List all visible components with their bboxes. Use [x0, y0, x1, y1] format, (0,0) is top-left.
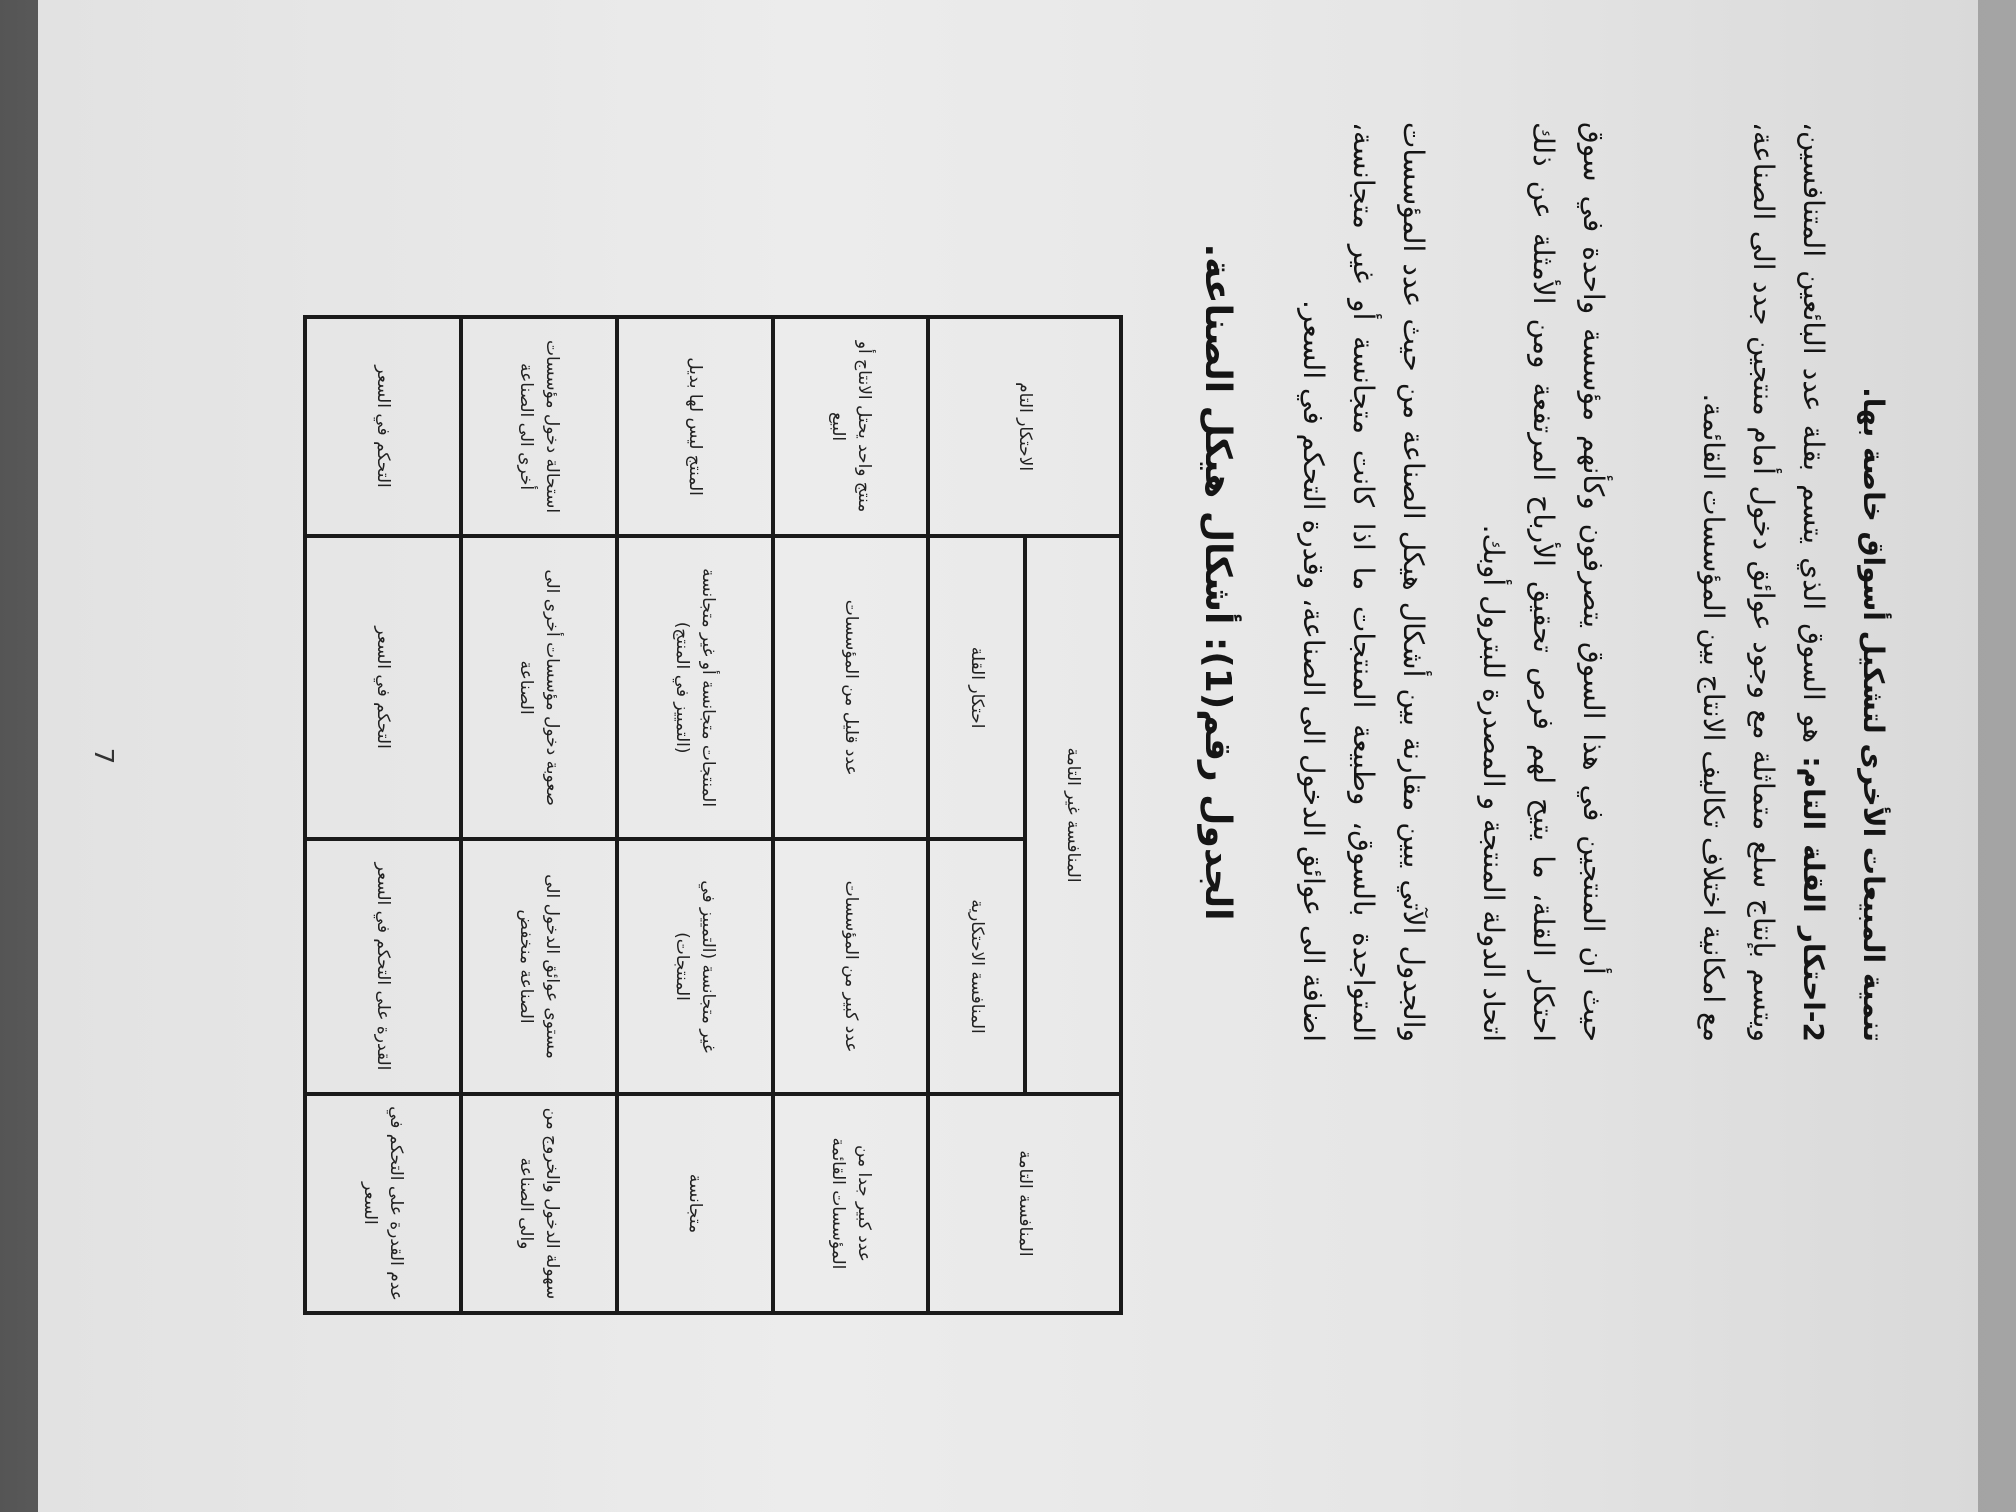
table-cell: عدد كبير جدا من المؤسسات القائمة: [773, 1094, 929, 1313]
table-cell: عدد قليل من المؤسسات: [773, 536, 929, 839]
table-cell: استحالة دخول مؤسسات أخرى الى الصناعة: [461, 317, 617, 536]
table-row: [305, 317, 461, 1313]
table-cell: مستوى عوائق الدخول الى الصناعة منخفض: [461, 839, 617, 1094]
table-cell: المنتجات متجانسة أو غير متجانسة (التمييز في المنتج): [617, 536, 773, 839]
header-monopoly: الاحتكار التام: [928, 317, 1121, 536]
table-cell: عدم القدرة على التحكم في السعر: [305, 1094, 461, 1313]
table-row: [461, 317, 617, 1313]
table-cell: عدد كبير من المؤسسات: [773, 839, 929, 1094]
table-cell: متجانسة: [617, 1094, 773, 1313]
page-number: 7: [88, 747, 118, 765]
paragraph-oligopoly-example: حيث أن المنتجين في هذا السوق يتصرفون وكأنهم مؤسسة واحدة في سوق احتكار القلة، ما يتيح لهم فرص تحقيق الأرباح المرتفعة ومن الأمثلة عن ذلك اتحاد الدولة المنتجة و المصدرة للبترول أوبك.: [1477, 122, 1610, 1042]
document-page: [38, 0, 1978, 1512]
header-perfect-competition: المنافسة التامة: [928, 1094, 1121, 1313]
table-cell: المنتج ليس لها بديل: [617, 317, 773, 536]
table-cell: غير متجانسة (التمييز في المنتجات): [617, 839, 773, 1094]
header-imperfect-competition: المنافسة غير التامة: [1025, 536, 1121, 1094]
oligopoly-heading: 2-احتكار القلة التام:: [1797, 756, 1830, 1043]
paragraph-oligopoly-definition: [1688, 122, 1838, 1042]
table-cell: سهولة الدخول والخروج من والى الصناعة: [461, 1094, 617, 1313]
table-cell: صعوبة دخول مؤسسات أخرى الى الصناعة: [461, 536, 617, 839]
table-caption: الجدول رقم(1): أشكال هيكل الصناعة.: [1197, 243, 1238, 921]
table-row: [617, 317, 773, 1313]
table-cell: القدرة على التحكم في السعر: [305, 839, 461, 1094]
page-content: [38, 0, 1978, 1512]
paragraph-intro: تنمية المبيعات الأخرى لتشكيل أسواق خاصة بها.: [1857, 387, 1890, 1042]
table-cell: منتج واحد يحتل الانتاج أو البيع: [773, 317, 929, 536]
table-cell: التحكم في السعر: [305, 317, 461, 536]
oligopoly-definition-text: هو السوق الذي يتسم بقلة عدد البائعين المتنافسين، ويتسم بإنتاج سلع متماثلة مع وجود عوائق دخول أمام منتجين جدد الى الصناعة، مع امكانية اختلاف تكاليف الانتاج بين المؤسسات القائمة.: [1697, 122, 1830, 1042]
table-header-row: [1025, 317, 1121, 1313]
header-oligopoly: احتكار القلة: [928, 536, 1024, 839]
industry-structure-table: [303, 315, 1123, 1315]
table-cell: التحكم في السعر: [305, 536, 461, 839]
table-row: [773, 317, 929, 1313]
paragraph-table-intro: والجدول الآتي يبين مقارنة بين أشكال هيكل الصناعة من حيث عدد المؤسسات المتواجدة بالسوق، وطبيعة المنتجات ما اذا كانت متجانسة أو غير متجانسة، اضافة الى عوائق الدخول الى الصناعة، وقدرة التحكم في السعر.: [1297, 122, 1430, 1042]
header-monopolistic-competition: المنافسة الاحتكارية: [928, 839, 1024, 1094]
